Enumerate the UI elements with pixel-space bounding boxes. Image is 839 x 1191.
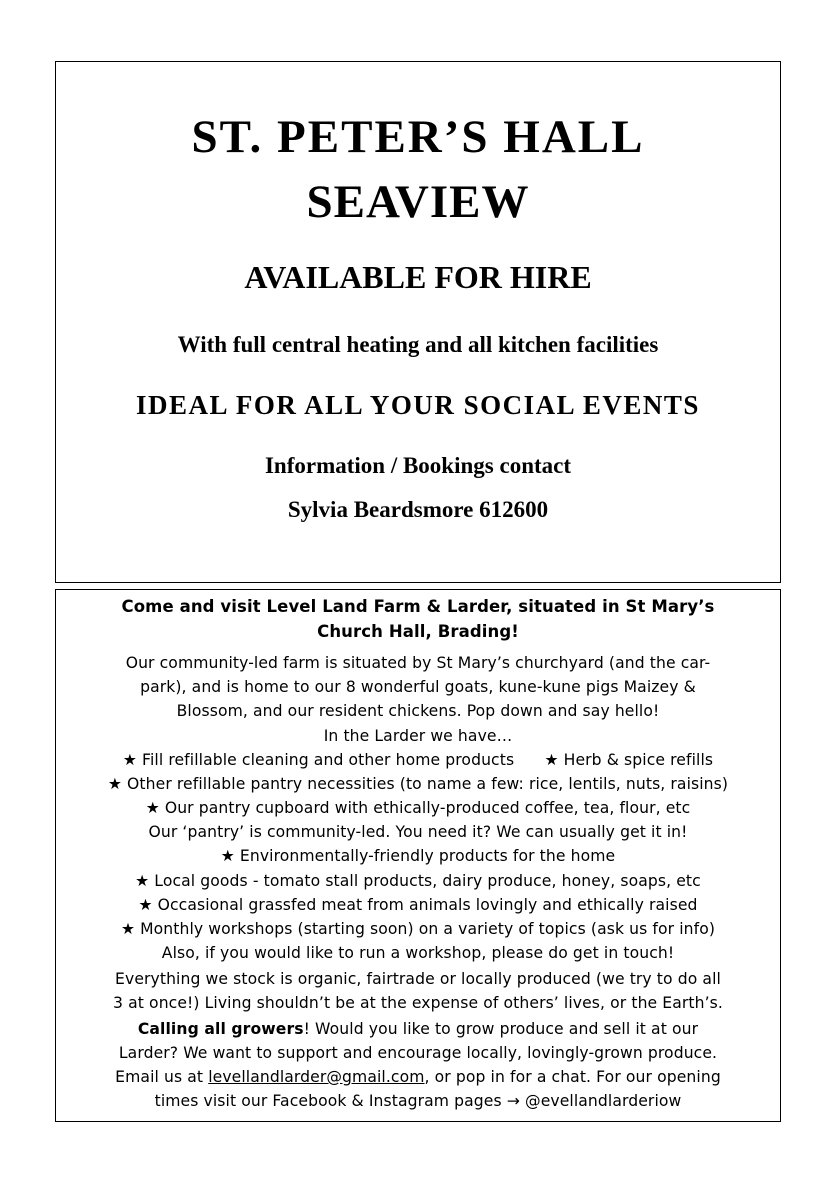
larder-list-item: ★ Other refillable pantry necessities (to name a few: rice, lentils, nuts, raisins) <box>107 775 729 793</box>
larder-list-item: ★ Occasional grassfed meat from animals lovingly and ethically raised <box>138 896 698 914</box>
hall-title-line-2: SEAVIEW <box>306 176 530 228</box>
email-suffix: , or pop in for a chat. For our opening <box>424 1068 721 1086</box>
availability-heading: AVAILABLE FOR HIRE <box>244 259 592 295</box>
email-line <box>56 1068 780 1086</box>
growers-line-2: Larder? We want to support and encourage locally, lovingly-grown produce. <box>118 1044 718 1062</box>
growers-text: ! Would you like to grow produce and sell it at our <box>303 1020 699 1038</box>
growers-line <box>56 1020 780 1038</box>
facilities-text: With full central heating and all kitchen facilities <box>177 332 659 357</box>
intro-line: park), and is home to our 8 wonderful goats, kune-kune pigs Maizey & <box>140 678 696 696</box>
intro-line: Our community-led farm is situated by St Mary’s churchyard (and the car- <box>125 654 711 672</box>
workshop-note: Also, if you would like to run a workshop, please do get in touch! <box>161 944 675 962</box>
booking-contact: Sylvia Beardsmore 612600 <box>287 497 549 522</box>
hall-hire-advert <box>55 61 781 583</box>
ideal-events-text: IDEAL FOR ALL YOUR SOCIAL EVENTS <box>136 390 700 420</box>
growers-callout: Calling all growers <box>137 1020 304 1038</box>
intro-line: Blossom, and our resident chickens. Pop down and say hello! <box>176 702 660 720</box>
ethos-line: 3 at once!) Living shouldn’t be at the expense of others’ lives, or the Earth’s. <box>113 994 723 1012</box>
ethos-line: Everything we stock is organic, fairtrade or locally produced (we try to do all <box>115 970 721 988</box>
larder-list-item: ★ Local goods - tomato stall products, dairy produce, honey, soaps, etc <box>135 872 701 890</box>
farm-heading-line-2: Church Hall, Brading! <box>317 622 519 641</box>
larder-list-item: ★ Our pantry cupboard with ethically-produced coffee, tea, flour, etc <box>145 799 691 817</box>
farm-heading-line-1: Come and visit Level Land Farm & Larder, situated in St Mary’s <box>121 597 715 616</box>
larder-intro: In the Larder we have… <box>323 727 513 745</box>
social-media-line: times visit our Facebook & Instagram pages → @evellandlarderiow <box>154 1092 682 1110</box>
pantry-note: Our ‘pantry’ is community-led. You need it? We can usually get it in! <box>148 823 688 841</box>
bookings-label: Information / Bookings contact <box>264 453 572 478</box>
email-prefix: Email us at <box>115 1068 209 1086</box>
larder-list-item: ★ Fill refillable cleaning and other home products ★ Herb & spice refills <box>122 751 714 769</box>
hall-title-line-1: ST. PETER’S HALL <box>191 111 645 163</box>
larder-list-item: ★ Monthly workshops (starting soon) on a variety of topics (ask us for info) <box>120 920 716 938</box>
farm-larder-advert <box>55 589 781 1122</box>
email-link[interactable]: levellandlarder@gmail.com <box>208 1068 425 1086</box>
larder-list-item: ★ Environmentally-friendly products for the home <box>220 847 616 865</box>
